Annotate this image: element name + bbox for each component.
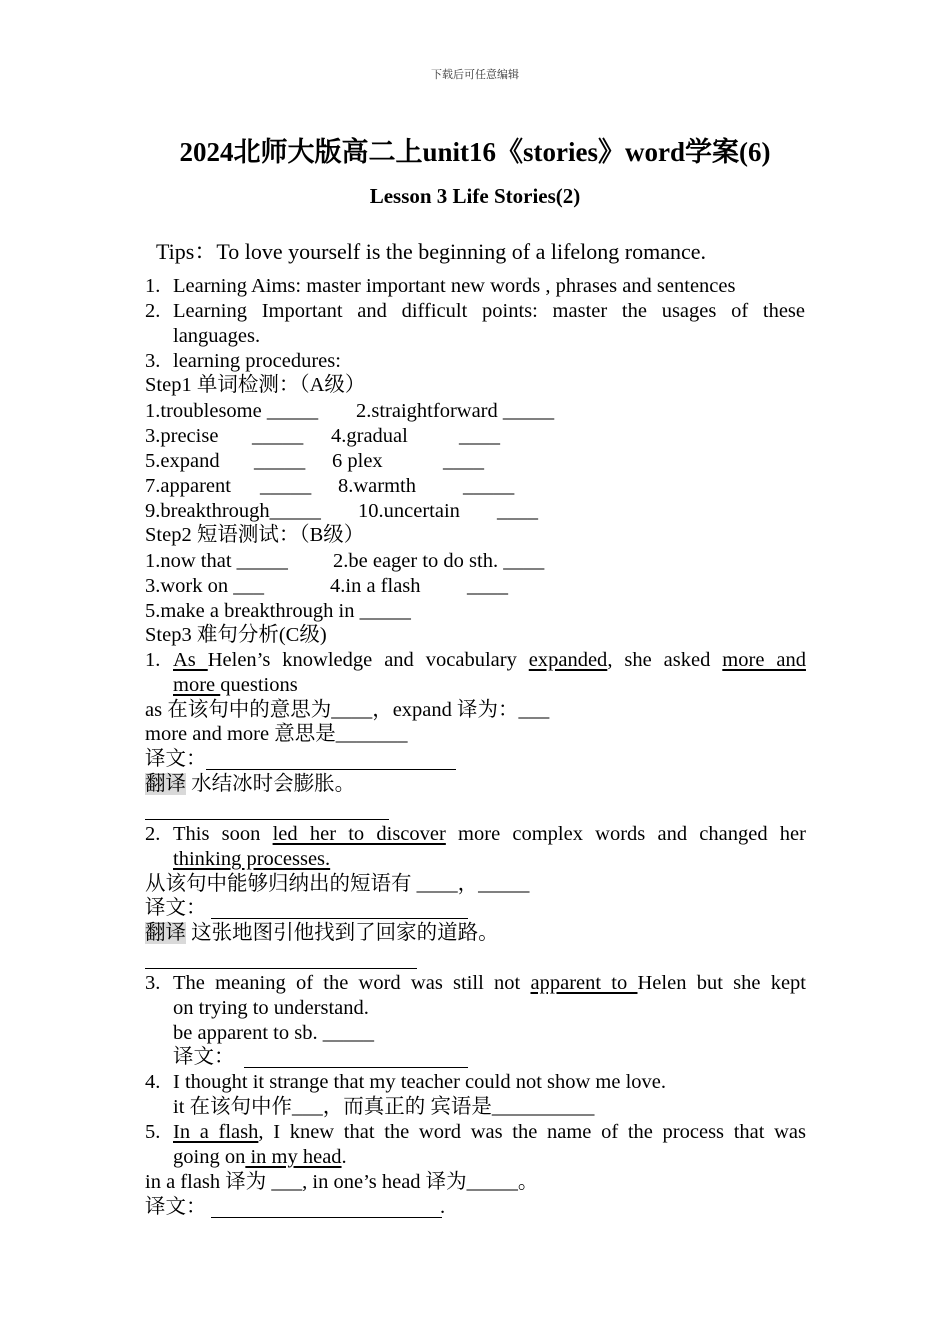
answer-blank: _____ <box>260 475 312 497</box>
sentence-2: This soon led her to discover more complex words and changed her <box>173 823 806 845</box>
answer-line <box>244 1067 468 1068</box>
answer-blank: _____ <box>254 450 306 472</box>
step1-heading: Step1 单词检测：（A级） <box>145 374 366 396</box>
list-number: 3. <box>145 350 161 372</box>
translation-label: 译文： <box>173 1046 235 1068</box>
word-item: 6 plex <box>332 450 383 472</box>
underlined-phrase: apparent to <box>530 972 638 994</box>
document-title: 2024北师大版高二上unit16《stories》word学案(6) <box>179 137 771 167</box>
answer-line <box>206 769 456 770</box>
answer-blank: ____ <box>443 450 484 472</box>
underlined-phrase: led her to discover <box>272 823 446 845</box>
question-line: be apparent to sb. _____ <box>173 1022 374 1044</box>
step3-heading: Step3 难句分析(C级) <box>145 624 327 646</box>
end-period: . <box>440 1196 446 1218</box>
sentence-number: 3. <box>145 972 161 994</box>
learning-points-cont: languages. <box>173 325 261 347</box>
word-item: 7.apparent <box>145 475 231 497</box>
word-item: 9.breakthrough_____ <box>145 500 321 522</box>
answer-blank: ____ <box>497 500 538 522</box>
exercise-line: 翻译 水结冰时会膨胀。 <box>145 773 356 795</box>
sentence-2-cont <box>173 847 330 872</box>
answer-blank: ____ <box>459 425 500 447</box>
sentence-1: As Helen’s knowledge and vocabulary expanded, she asked more and <box>173 649 806 671</box>
translation-label: 译文： <box>145 748 207 770</box>
answer-line <box>211 918 468 919</box>
learning-procedures: learning procedures: <box>173 350 341 372</box>
word-item: 1.troublesome _____ <box>145 400 319 422</box>
phrase-item: 4.in a flash <box>330 575 421 597</box>
sentence-5: In a flash, I knew that the word was the name of the process that was <box>173 1121 807 1143</box>
exercise-line: 翻译 这张地图引他找到了回家的道路。 <box>145 922 499 944</box>
underlined-phrase: more and <box>722 649 806 671</box>
list-number: 1. <box>145 275 161 297</box>
question-line: in a flash 译为 ___, in one’s head 译为_____。 <box>145 1171 539 1193</box>
sentence-number: 4. <box>145 1071 161 1093</box>
word-item: 10.uncertain <box>358 500 460 522</box>
answer-blank: ____ <box>467 575 508 597</box>
underlined-phrase: thinking processes. <box>173 848 331 870</box>
learning-aims: Learning Aims: master important new words , phrases and sentences <box>173 275 736 297</box>
word-item: 8.warmth <box>338 475 416 497</box>
sentence-3: The meaning of the word was still not apparent to Helen but she kept <box>173 972 806 994</box>
step2-heading: Step2 短语测试：（B级） <box>145 524 365 546</box>
answer-line <box>145 819 389 820</box>
translation-label: 译文： <box>145 897 207 919</box>
phrase-item: 2.be eager to do sth. ____ <box>333 550 545 572</box>
sentence-number: 5. <box>145 1121 161 1143</box>
sentence-5-cont: going on in my head. <box>173 1146 347 1168</box>
tips-line: Tips：To love yourself is the beginning of a lifelong romance. <box>156 239 707 264</box>
translate-tag: 翻译 <box>145 922 186 944</box>
sentence-number: 1. <box>145 649 161 671</box>
question-line: 从该句中能够归纳出的短语有 ____，_____ <box>145 873 530 895</box>
learning-points: Learning Important and difficult points: master the usages of these <box>173 300 805 322</box>
word-item: 4.gradual <box>331 425 408 447</box>
answer-blank: _____ <box>463 475 515 497</box>
word-item: 5.expand <box>145 450 220 472</box>
phrase-item: 5.make a breakthrough in _____ <box>145 600 411 622</box>
underlined-phrase: In a flash <box>173 1121 259 1143</box>
sentence-1-cont: more questions <box>173 674 298 696</box>
answer-line <box>145 968 417 969</box>
word-item: 3.precise <box>145 425 219 447</box>
underlined-phrase: in my head <box>245 1146 342 1168</box>
answer-blank: _____ <box>252 425 304 447</box>
lesson-subtitle: Lesson 3 Life Stories(2) <box>369 184 581 208</box>
question-line: it 在该句中作___，而真正的 宾语是__________ <box>173 1096 595 1118</box>
question-line: more and more 意思是_______ <box>145 723 408 745</box>
list-number: 2. <box>145 300 161 322</box>
phrase-item: 1.now that _____ <box>145 550 288 572</box>
underlined-phrase: As <box>173 649 208 671</box>
phrase-item: 3.work on ___ <box>145 575 265 597</box>
underlined-phrase: more <box>173 674 221 696</box>
translation-label: 译文： <box>145 1196 207 1218</box>
question-line: as 在该句中的意思为____，expand 译为：___ <box>145 699 550 721</box>
sentence-number: 2. <box>145 823 161 845</box>
translate-tag: 翻译 <box>145 773 186 795</box>
page-header: 下载后可任意编辑 <box>431 69 519 81</box>
underlined-phrase: expanded <box>528 649 608 671</box>
sentence-3-cont: on trying to understand. <box>173 997 369 1019</box>
word-item: 2.straightforward _____ <box>356 400 555 422</box>
sentence-4: I thought it strange that my teacher could not show me love. <box>173 1071 667 1093</box>
answer-line <box>211 1217 442 1218</box>
